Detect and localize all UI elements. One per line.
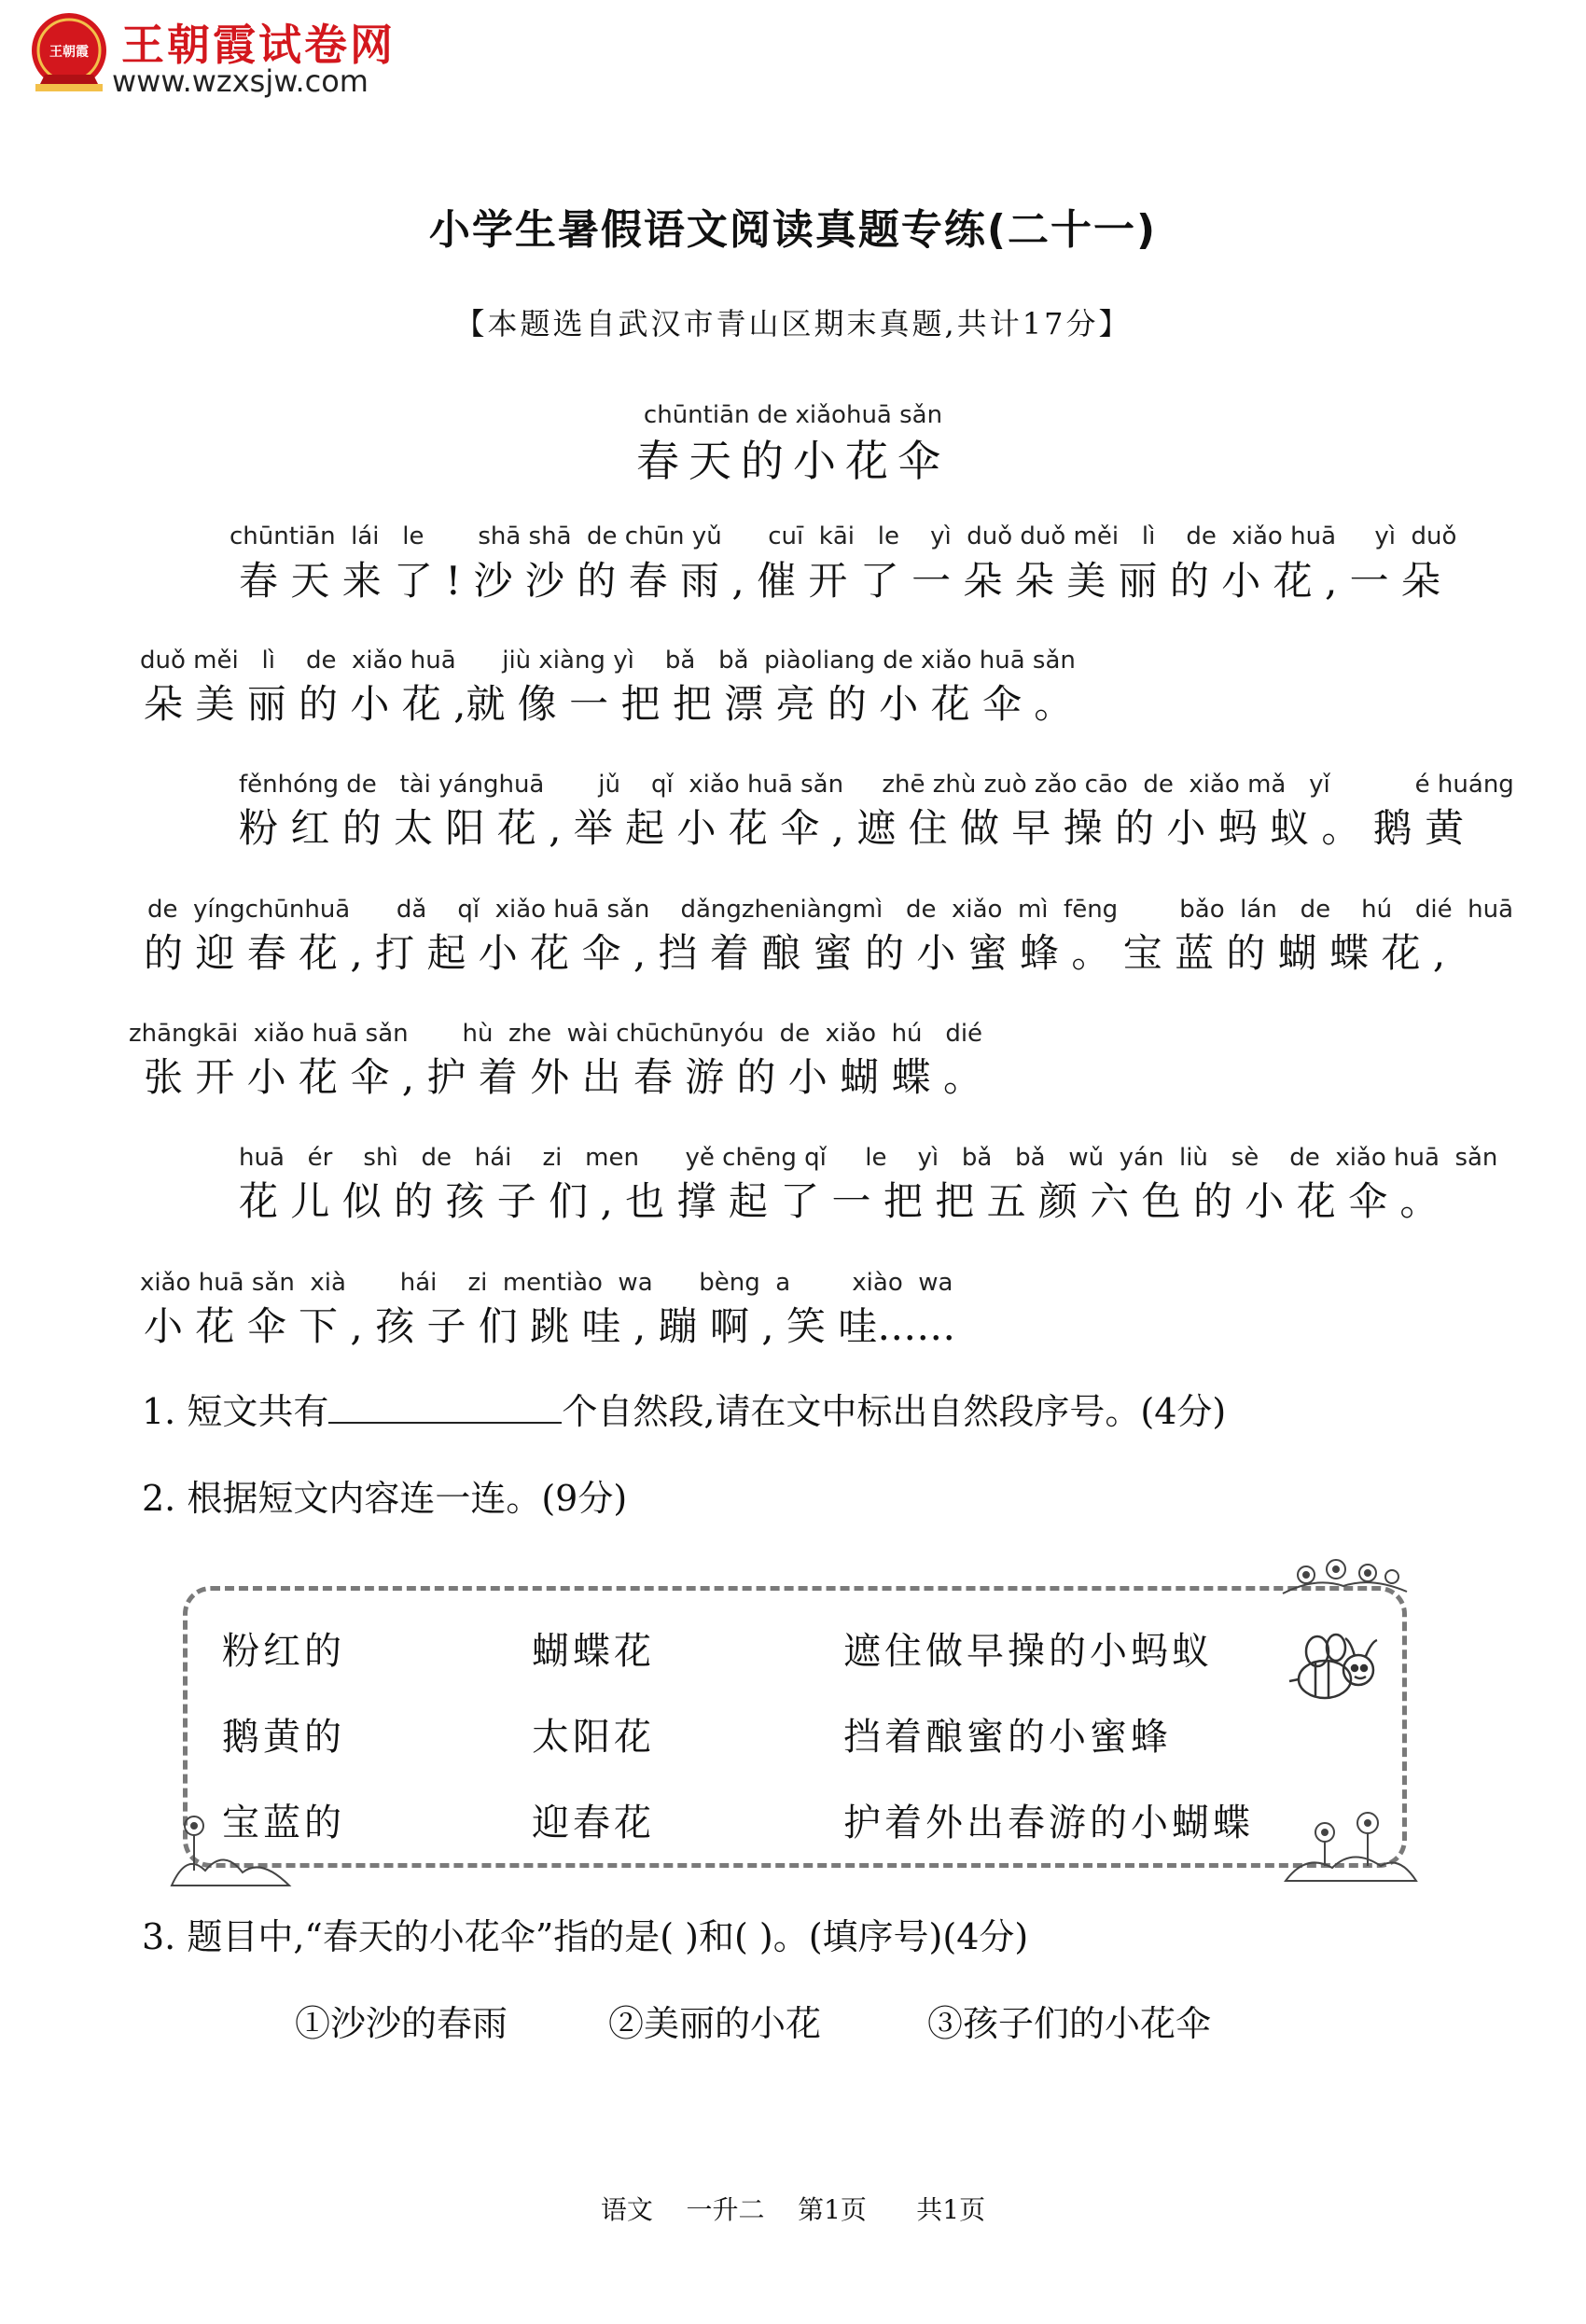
match-col1-item[interactable]: 鹅黄的 (222, 1716, 345, 1759)
story-line-pinyin: xiǎo huā sǎn xià hái zi mentiào wa bèng a xiào wa (140, 1269, 953, 1297)
story-line-pinyin: chūntiān lái le shā shā de chūn yǔ cuī kāi le yì duǒ duǒ měi lì de xiǎo huā yì duǒ (230, 522, 1457, 550)
story-line: 朵 美 丽 的 小 花 ,就 像 一 把 把 漂 亮 的 小 花 伞 。 (144, 681, 1074, 727)
question-1-prefix: 1. 短文共有 (142, 1391, 329, 1432)
option-1: ①沙沙的春雨 (295, 2003, 508, 2044)
story-line-pinyin: fěnhóng de tài yánghuā jǔ qǐ xiǎo huā sǎn zhē zhù zuò zǎo cāo de xiǎo mǎ yǐ é huáng (239, 771, 1514, 799)
match-col2-item[interactable]: 太阳花 (532, 1716, 655, 1759)
story-line-pinyin: zhāngkāi xiǎo huā sǎn hù zhe wài chūchūnyóu de xiǎo hú dié (129, 1020, 983, 1048)
bee-icon (1287, 1623, 1390, 1717)
seal-text: 王朝霞 (49, 45, 89, 60)
match-col2-item[interactable]: 迎春花 (532, 1802, 655, 1844)
question-2: 2. 根据短文内容连一连。(9分) (142, 1478, 628, 1519)
option-2: ②美丽的小花 (608, 2003, 822, 2044)
page-title: 小学生暑假语文阅读真题专练(二十一) (428, 206, 1158, 254)
question-1-suffix: 个自然段,请在文中标出自然段序号。(4分) (562, 1391, 1227, 1432)
story-line: 的 迎 春 花 , 打 起 小 花 伞 , 挡 着 酿 蜜 的 小 蜜 蜂 。 宝 蓝 的 蝴 蝶 花 , (144, 930, 1446, 976)
match-col3-item[interactable]: 护着外出春游的小蝴蝶 (843, 1802, 1254, 1844)
flowers-bottom-right-icon (1278, 1801, 1418, 1885)
match-col1-item[interactable]: 宝蓝的 (222, 1802, 345, 1844)
flowers-bottom-left-icon (168, 1805, 299, 1889)
brand-name: 王朝霞试卷网 (121, 20, 396, 70)
brand-url: www.wzxsjw.com (112, 63, 369, 99)
match-col1-item[interactable]: 粉红的 (222, 1630, 345, 1673)
story-line: 粉 红 的 太 阳 花 , 举 起 小 花 伞 , 遮 住 做 早 操 的 小 蚂 蚁 。 鹅 黄 (239, 805, 1465, 851)
seal-logo-icon (26, 9, 112, 95)
story-title-pinyin: chūntiān de xiǎohuā sǎn (643, 401, 943, 429)
story-line: 花 儿 似 的 孩 子 们 , 也 撑 起 了 一 把 把 五 颜 六 色 的 小 花 伞 。 (239, 1178, 1440, 1224)
story-line: 小 花 伞 下 , 孩 子 们 跳 哇 , 蹦 啊 , 笑 哇…… (144, 1303, 956, 1349)
answer-blank[interactable] (328, 1390, 562, 1424)
story-line: 张 开 小 花 伞 , 护 着 外 出 春 游 的 小 蝴 蝶 。 (144, 1054, 982, 1100)
story-line-pinyin: de yíngchūnhuā dǎ qǐ xiǎo huā sǎn dǎngzheniàngmì de xiǎo mì fēng bǎo lán de hú dié huā (147, 896, 1514, 924)
question-3: 3. 题目中,“春天的小花伞”指的是( )和( )。(填序号)(4分) (142, 1916, 1029, 1957)
story-title: 春天的小花伞 (636, 436, 950, 486)
story-line: 春 天 来 了 ! 沙 沙 的 春 雨 , 催 开 了 一 朵 朵 美 丽 的 小 花 , 一 朵 (239, 558, 1440, 604)
match-col2-item[interactable]: 蝴蝶花 (532, 1630, 655, 1673)
source-note: 【本题选自武汉市青山区期末真题,共计17分】 (454, 306, 1132, 341)
story-line-pinyin: duǒ měi lì de xiǎo huā jiù xiàng yì bǎ bǎ piàoliang de xiǎo huā sǎn (140, 647, 1076, 675)
option-3: ③孩子们的小花伞 (927, 2003, 1212, 2044)
question-1 (142, 1383, 1226, 1434)
story-line-pinyin: huā ér shì de hái zi men yě chēng qǐ le yì bǎ bǎ wǔ yán liù sè de xiǎo huā sǎn (239, 1144, 1498, 1172)
match-col3-item[interactable]: 遮住做早操的小蚂蚁 (843, 1630, 1213, 1673)
match-col3-item[interactable]: 挡着酿蜜的小蜜蜂 (843, 1716, 1172, 1759)
site-logo (26, 9, 427, 103)
flowers-top-right-icon (1278, 1549, 1409, 1595)
page-footer: 语文 一升二 第1页 共1页 (600, 2194, 986, 2225)
